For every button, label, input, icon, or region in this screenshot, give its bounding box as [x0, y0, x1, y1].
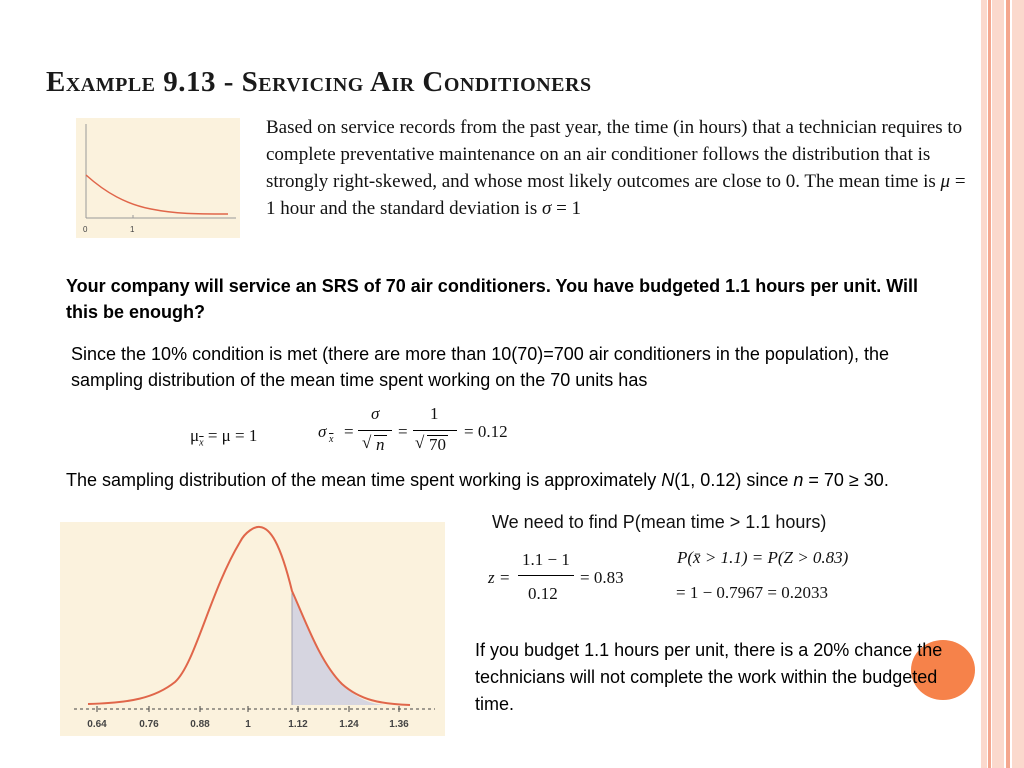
- explanation-text: Since the 10% condition is met (there are more than 10(70)=700 air conditioners in the population), the sampling distribution of the mean time spent working on the 70 units has: [71, 344, 889, 390]
- plot-tick-label: 1.12: [288, 719, 308, 730]
- sd-subscript: $\overline{x}$: [329, 434, 334, 445]
- mean-result: = μ = 1: [207, 426, 258, 445]
- normal-distribution-plot: [60, 522, 445, 736]
- approx-text: = 70 ≥ 30.: [803, 470, 889, 490]
- mu-symbol: μ: [940, 171, 951, 192]
- n-symbol: n: [793, 470, 804, 490]
- plot-tick-label: 0.76: [139, 719, 159, 730]
- shaded-tail-area: [292, 591, 385, 705]
- decor-stripe: [1012, 0, 1024, 768]
- decor-stripe: [981, 0, 987, 768]
- sd-result: = 0.12: [464, 422, 508, 441]
- thumb-tick-label: 1: [130, 225, 135, 234]
- sd-symbol: σ: [318, 422, 327, 441]
- approx-text: The sampling distribution of the mean time spent working is approximately: [66, 470, 662, 490]
- thumb-tick-label: 0: [83, 225, 88, 234]
- z-denominator: 0.12: [528, 584, 558, 603]
- sd-equals: =: [398, 422, 408, 441]
- fraction-bar: [518, 575, 574, 576]
- mean-symbol: μ: [190, 426, 200, 445]
- sigma-symbol: σ: [541, 198, 552, 219]
- plot-tick-label: 0.64: [87, 719, 107, 730]
- intro-paragraph: [266, 114, 966, 222]
- probability-line-2: = 1 − 0.7967 = 0.2033: [676, 583, 829, 602]
- fraction-bar: [358, 430, 392, 431]
- conclusion-text: If you budget 1.1 hours per unit, there is a 20% chance the technicians will not complete the work within the budgeted time.: [475, 640, 943, 714]
- intro-text: = 1: [551, 198, 582, 219]
- mean-subscript: x: [199, 437, 204, 449]
- sd-equals: =: [344, 422, 354, 441]
- plot-tick-label: 1.36: [389, 719, 409, 730]
- approximation-text: [66, 467, 966, 493]
- sd-fraction1-denominator: n: [376, 435, 385, 454]
- intro-text: = 1 hour and the standard deviation is: [266, 171, 966, 219]
- plot-tick-label: 1: [245, 719, 251, 730]
- intro-text: Based on service records from the past year, the time (in hours) that a technician requires to complete preventative maintenance on an air conditioner follows the distribution that is strongly right-skewed, and whose most likely outcomes are close to 0. The mean time is: [266, 117, 963, 192]
- approx-text: (1, 0.12) since: [674, 470, 794, 490]
- z-result: = 0.83: [580, 568, 624, 587]
- normal-curve-graph: [60, 522, 445, 736]
- sd-fraction2-denominator: 70: [429, 435, 446, 454]
- sd-fraction1-numerator: σ: [371, 404, 380, 423]
- skewed-curve-graph: [76, 118, 240, 238]
- find-probability-text: We need to find P(mean time > 1.1 hours): [492, 512, 827, 532]
- sd-formula: [318, 404, 528, 458]
- z-lhs: z =: [488, 568, 511, 587]
- decor-stripe: [992, 0, 1004, 768]
- skewed-distribution-thumbnail: [76, 118, 240, 238]
- plot-tick-label: 1.24: [339, 719, 359, 730]
- sqrt-sign: √: [415, 433, 425, 452]
- z-formula: [488, 550, 648, 608]
- mean-formula: [190, 426, 257, 448]
- sd-fraction2-numerator: 1: [430, 404, 439, 423]
- probability-line-1: P(x̄ > 1.1) = P(Z > 0.83): [677, 548, 849, 567]
- decor-stripe: [988, 0, 991, 768]
- plot-tick-label: 0.88: [190, 719, 210, 730]
- slide-title: Example 9.13 - Servicing Air Conditioners: [46, 66, 592, 98]
- z-numerator: 1.1 − 1: [522, 550, 570, 569]
- normal-density-curve: [88, 527, 410, 705]
- sqrt-sign: √: [362, 433, 372, 452]
- normal-symbol: N: [661, 470, 675, 490]
- thumb-density-curve: [86, 175, 228, 214]
- question-text: Your company will service an SRS of 70 air conditioners. You have budgeted 1.1 hours per unit. Will this be enough?: [66, 276, 919, 322]
- decor-stripe: [1006, 0, 1010, 768]
- fraction-bar: [413, 430, 457, 431]
